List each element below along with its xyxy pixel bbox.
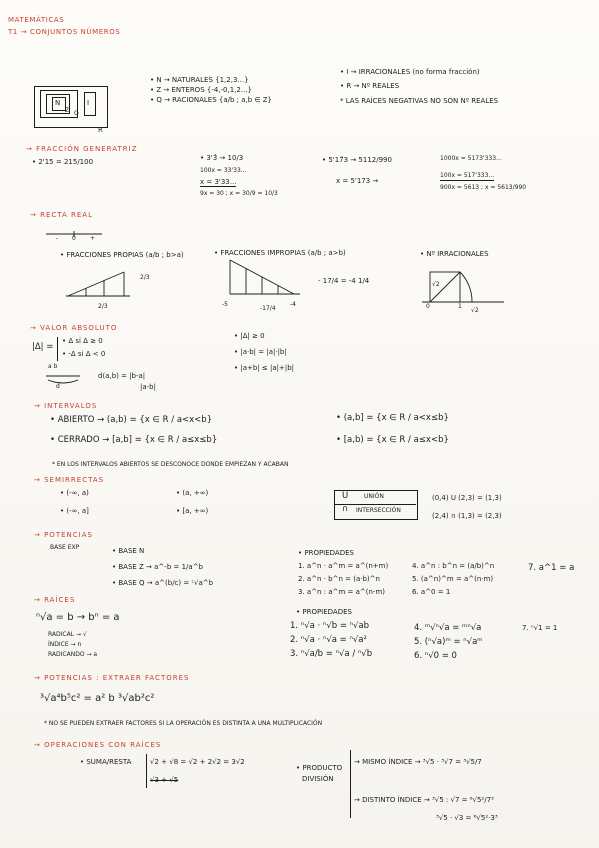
abs-prop-3: • |a+b| ≤ |a|+|b| xyxy=(234,364,295,372)
potencias-base-q: • BASE Q → a^(b/c) = ᶜ√a^b xyxy=(112,579,214,587)
irracionales-tick-0: 0 xyxy=(426,303,430,310)
abs-prop-1: • |Δ| ≥ 0 xyxy=(234,332,265,340)
semirrecta-3: • (a, +∞) xyxy=(176,489,209,497)
operaciones-suma-ex-2: √3 + √5 xyxy=(150,776,179,784)
union-symbol: U xyxy=(342,491,349,501)
abs-case-2: • -Δ si Δ < 0 xyxy=(62,350,106,358)
abs-distance-formula-alt: |a-b| xyxy=(140,383,156,391)
real-line-plus: + xyxy=(90,235,96,242)
section-fraccion-generatriz: → FRACCIÓN GENERATRIZ xyxy=(26,145,138,153)
set-naturales: • N → NATURALES {1,2,3...} xyxy=(150,76,249,84)
fracciones-impropias-label: • FRACCIONES IMPROPIAS (a/b ; a>b) xyxy=(214,249,346,257)
intersection-symbol: ∩ xyxy=(342,504,349,514)
fracciones-impropias-drawing xyxy=(224,258,304,302)
operaciones-division: DIVISIÓN xyxy=(302,775,334,783)
set-irracionales: • I → IRRACIONALES (no forma fracción) xyxy=(340,68,480,76)
fg-example-2: • 3'3̂ → 10/3 xyxy=(200,154,244,162)
semirrecta-4: • [a, +∞) xyxy=(176,507,209,515)
irracionales-label: • Nº IRRACIONALES xyxy=(420,250,489,258)
set-racionales: • Q → RACIONALES {a/b ; a,b ∈ Z} xyxy=(150,96,273,104)
operaciones-distinto-ex: ³√5 · √3 = ⁶√5²·3³ xyxy=(436,814,498,822)
potencias-base-z: • BASE Z → a^-b = 1/a^b xyxy=(112,563,203,571)
extraer-example: ³√a⁴b⁵c² = a² b ³√ab²c² xyxy=(40,693,155,704)
intervalo-semi-1: • (a,b] = {x ∈ R / a<x≤b} xyxy=(336,413,449,423)
section-extraer-factores: → POTENCIAS : EXTRAER FACTORES xyxy=(34,674,190,682)
real-line-zero: 0 xyxy=(72,235,76,242)
note-negative-roots: * LAS RAÍCES NEGATIVAS NO SON Nº REALES xyxy=(340,97,499,105)
potencias-prop-5: 5. (a^n)^m = a^(n·m) xyxy=(412,575,494,583)
set-label-i: I xyxy=(87,99,90,107)
section-raices: → RAÍCES xyxy=(34,596,76,604)
section-semirrectas: → SEMIRRECTAS xyxy=(34,476,105,484)
potencias-prop-3: 3. a^n : a^m = a^(n-m) xyxy=(298,588,385,596)
raices-label-radicando: RADICANDO → a xyxy=(48,651,98,658)
intersection-example: (2,4) ∩ (1,3) = (2,3) xyxy=(432,512,502,520)
intervalo-semi-2: • [a,b) = {x ∈ R / a≤x<b} xyxy=(336,435,449,445)
real-line-minus: - xyxy=(56,235,59,242)
topic-title: T1 → CONJUNTOS NÚMEROS xyxy=(8,28,121,36)
impropias-tick-b: -17/4 xyxy=(260,305,276,312)
fg-ex2-line2: x = 3'33... xyxy=(200,178,237,186)
operaciones-suma-resta: • SUMA/RESTA xyxy=(80,758,132,766)
impropias-tick-c: -4 xyxy=(290,301,296,308)
union-label: UNIÓN xyxy=(364,493,384,500)
intersection-label: INTERSECCIÓN xyxy=(356,507,401,514)
section-operaciones-raices: → OPERACIONES CON RAÍCES xyxy=(34,741,162,749)
propias-tick-label: 2/3 xyxy=(98,303,108,310)
operaciones-mismo-indice: → MISMO ÍNDICE → ³√5 · ³√7 = ³√5/7 xyxy=(354,758,482,766)
impropias-example: - 17/4 = -4 1/4 xyxy=(318,277,370,285)
potencias-prop-6: 6. a^0 = 1 xyxy=(412,588,451,596)
operaciones-suma-ex: √2 + √8 = √2 + 2√2 = 3√2 xyxy=(150,758,245,766)
raices-prop-5: 5. (ⁿ√a)ᵐ = ⁿ√aᵐ xyxy=(414,637,483,647)
potencias-base-exp: BASE EXP xyxy=(50,544,80,551)
raices-prop-3: 3. ⁿ√a/b = ⁿ√a / ⁿ√b xyxy=(290,649,373,659)
intervalo-abierto: • ABIERTO → (a,b) = {x ∈ R / a<x<b} xyxy=(50,415,213,425)
intervalos-note: * EN LOS INTERVALOS ABIERTOS SE DESCONOCE DONDE EMPIEZAN Y ACABAN xyxy=(52,461,289,468)
potencias-base-n: • BASE N xyxy=(112,547,145,555)
abs-prop-2: • |a·b| = |a|·|b| xyxy=(234,348,287,356)
raices-props-title: • PROPIEDADES xyxy=(296,608,352,616)
operaciones-distinto-indice: → DISTINTO ÍNDICE → ³√5 : √7 = ⁶√5²/7³ xyxy=(354,796,494,804)
set-enteros: • Z → ENTEROS {-4,-0,1,2...} xyxy=(150,86,252,94)
potencias-prop-7: 7. a^1 = a xyxy=(528,563,575,573)
irracionales-box-label: √2 xyxy=(432,281,440,288)
intervalo-cerrado: • CERRADO → [a,b] = {x ∈ R / a≤x≤b} xyxy=(50,435,218,445)
fg-ex3-line1: 1000x = 5173'333... xyxy=(440,155,502,162)
fg-example-1: • 2'15 = 215/100 xyxy=(32,158,94,166)
semirrecta-1: • (-∞, a) xyxy=(60,489,89,497)
potencias-prop-2: 2. a^n · b^n = (a·b)^n xyxy=(298,575,380,583)
fg-ex2-line3: 9x = 30 ; x = 30/9 = 10/3 xyxy=(200,190,278,197)
raices-definition: ⁿ√a = b → bⁿ = a xyxy=(36,612,120,623)
subject-title: MATEMÁTICAS xyxy=(8,16,65,24)
fracciones-propias-drawing xyxy=(66,268,136,304)
abs-distance-formula: d(a,b) = |b-a| xyxy=(98,372,146,380)
union-example: (0,4) U (2,3) = (1,3) xyxy=(432,494,502,502)
real-line-drawing xyxy=(46,228,106,244)
set-label-q: Q xyxy=(74,110,79,117)
irracionales-tick-1: 1 xyxy=(458,303,462,310)
raices-prop-4: 4. ᵐ√ⁿ√a = ᵐⁿ√a xyxy=(414,623,482,633)
set-label-z: Z xyxy=(65,107,70,114)
potencias-props-title: • PROPIEDADES xyxy=(298,549,354,557)
fg-ex3-line2: 100x = 517'333... xyxy=(440,172,495,179)
section-potencias: → POTENCIAS xyxy=(34,531,93,539)
potencias-prop-4: 4. a^n : b^n = (a/b)^n xyxy=(412,562,495,570)
raices-prop-2: 2. ⁿ√a · ⁿ√a = ⁿ√a² xyxy=(290,635,367,645)
fg-example-3: • 5'17̂3 → 5112/990 xyxy=(322,156,392,164)
fracciones-propias-label: • FRACCIONES PROPIAS (a/b ; b>a) xyxy=(60,251,184,259)
irracionales-drawing xyxy=(418,266,508,312)
irracionales-tick-sqrt2: √2 xyxy=(471,307,479,314)
operaciones-producto: • PRODUCTO xyxy=(296,764,343,772)
fg-ex3-x: x = 5'173 → xyxy=(336,177,379,185)
raices-prop-1: 1. ⁿ√a · ⁿ√b = ⁿ√ab xyxy=(290,621,370,631)
propias-side-label: 2/3 xyxy=(140,274,150,281)
raices-prop-6: 6. ⁿ√0 = 0 xyxy=(414,651,457,661)
section-valor-absoluto: → VALOR ABSOLUTO xyxy=(30,324,118,332)
raices-label-indice: ÍNDICE → n xyxy=(48,641,82,648)
raices-prop-7: 7. ⁿ√1 = 1 xyxy=(522,624,558,632)
fg-ex3-line3: 900x = 5613 ; x = 5613/990 xyxy=(440,184,527,191)
section-recta-real: → RECTA REAL xyxy=(30,211,93,219)
section-intervalos: → INTERVALOS xyxy=(34,402,98,410)
extraer-note: * NO SE PUEDEN EXTRAER FACTORES SI LA OPERACIÓN ES DISTINTA A UNA MULTIPLICACIÓN xyxy=(44,720,323,727)
semirrecta-2: • (-∞, a] xyxy=(60,507,89,515)
abs-dist-d: d xyxy=(56,383,60,390)
set-reales: • R → Nº REALES xyxy=(340,82,400,90)
potencias-prop-1: 1. a^n · a^m = a^(n+m) xyxy=(298,562,389,570)
set-label-r: R xyxy=(98,126,103,134)
abs-definition-lhs: |Δ| = xyxy=(32,342,54,352)
set-label-n: N xyxy=(55,99,61,107)
abs-case-1: • Δ si Δ ≥ 0 xyxy=(62,337,103,345)
impropias-tick-a: -5 xyxy=(222,301,228,308)
raices-label-radical: RADICAL → √ xyxy=(48,631,87,638)
abs-distance-drawing xyxy=(44,372,84,386)
fg-ex2-line1: 100x = 33'33... xyxy=(200,167,247,174)
abs-dist-ab: a b xyxy=(48,363,58,370)
